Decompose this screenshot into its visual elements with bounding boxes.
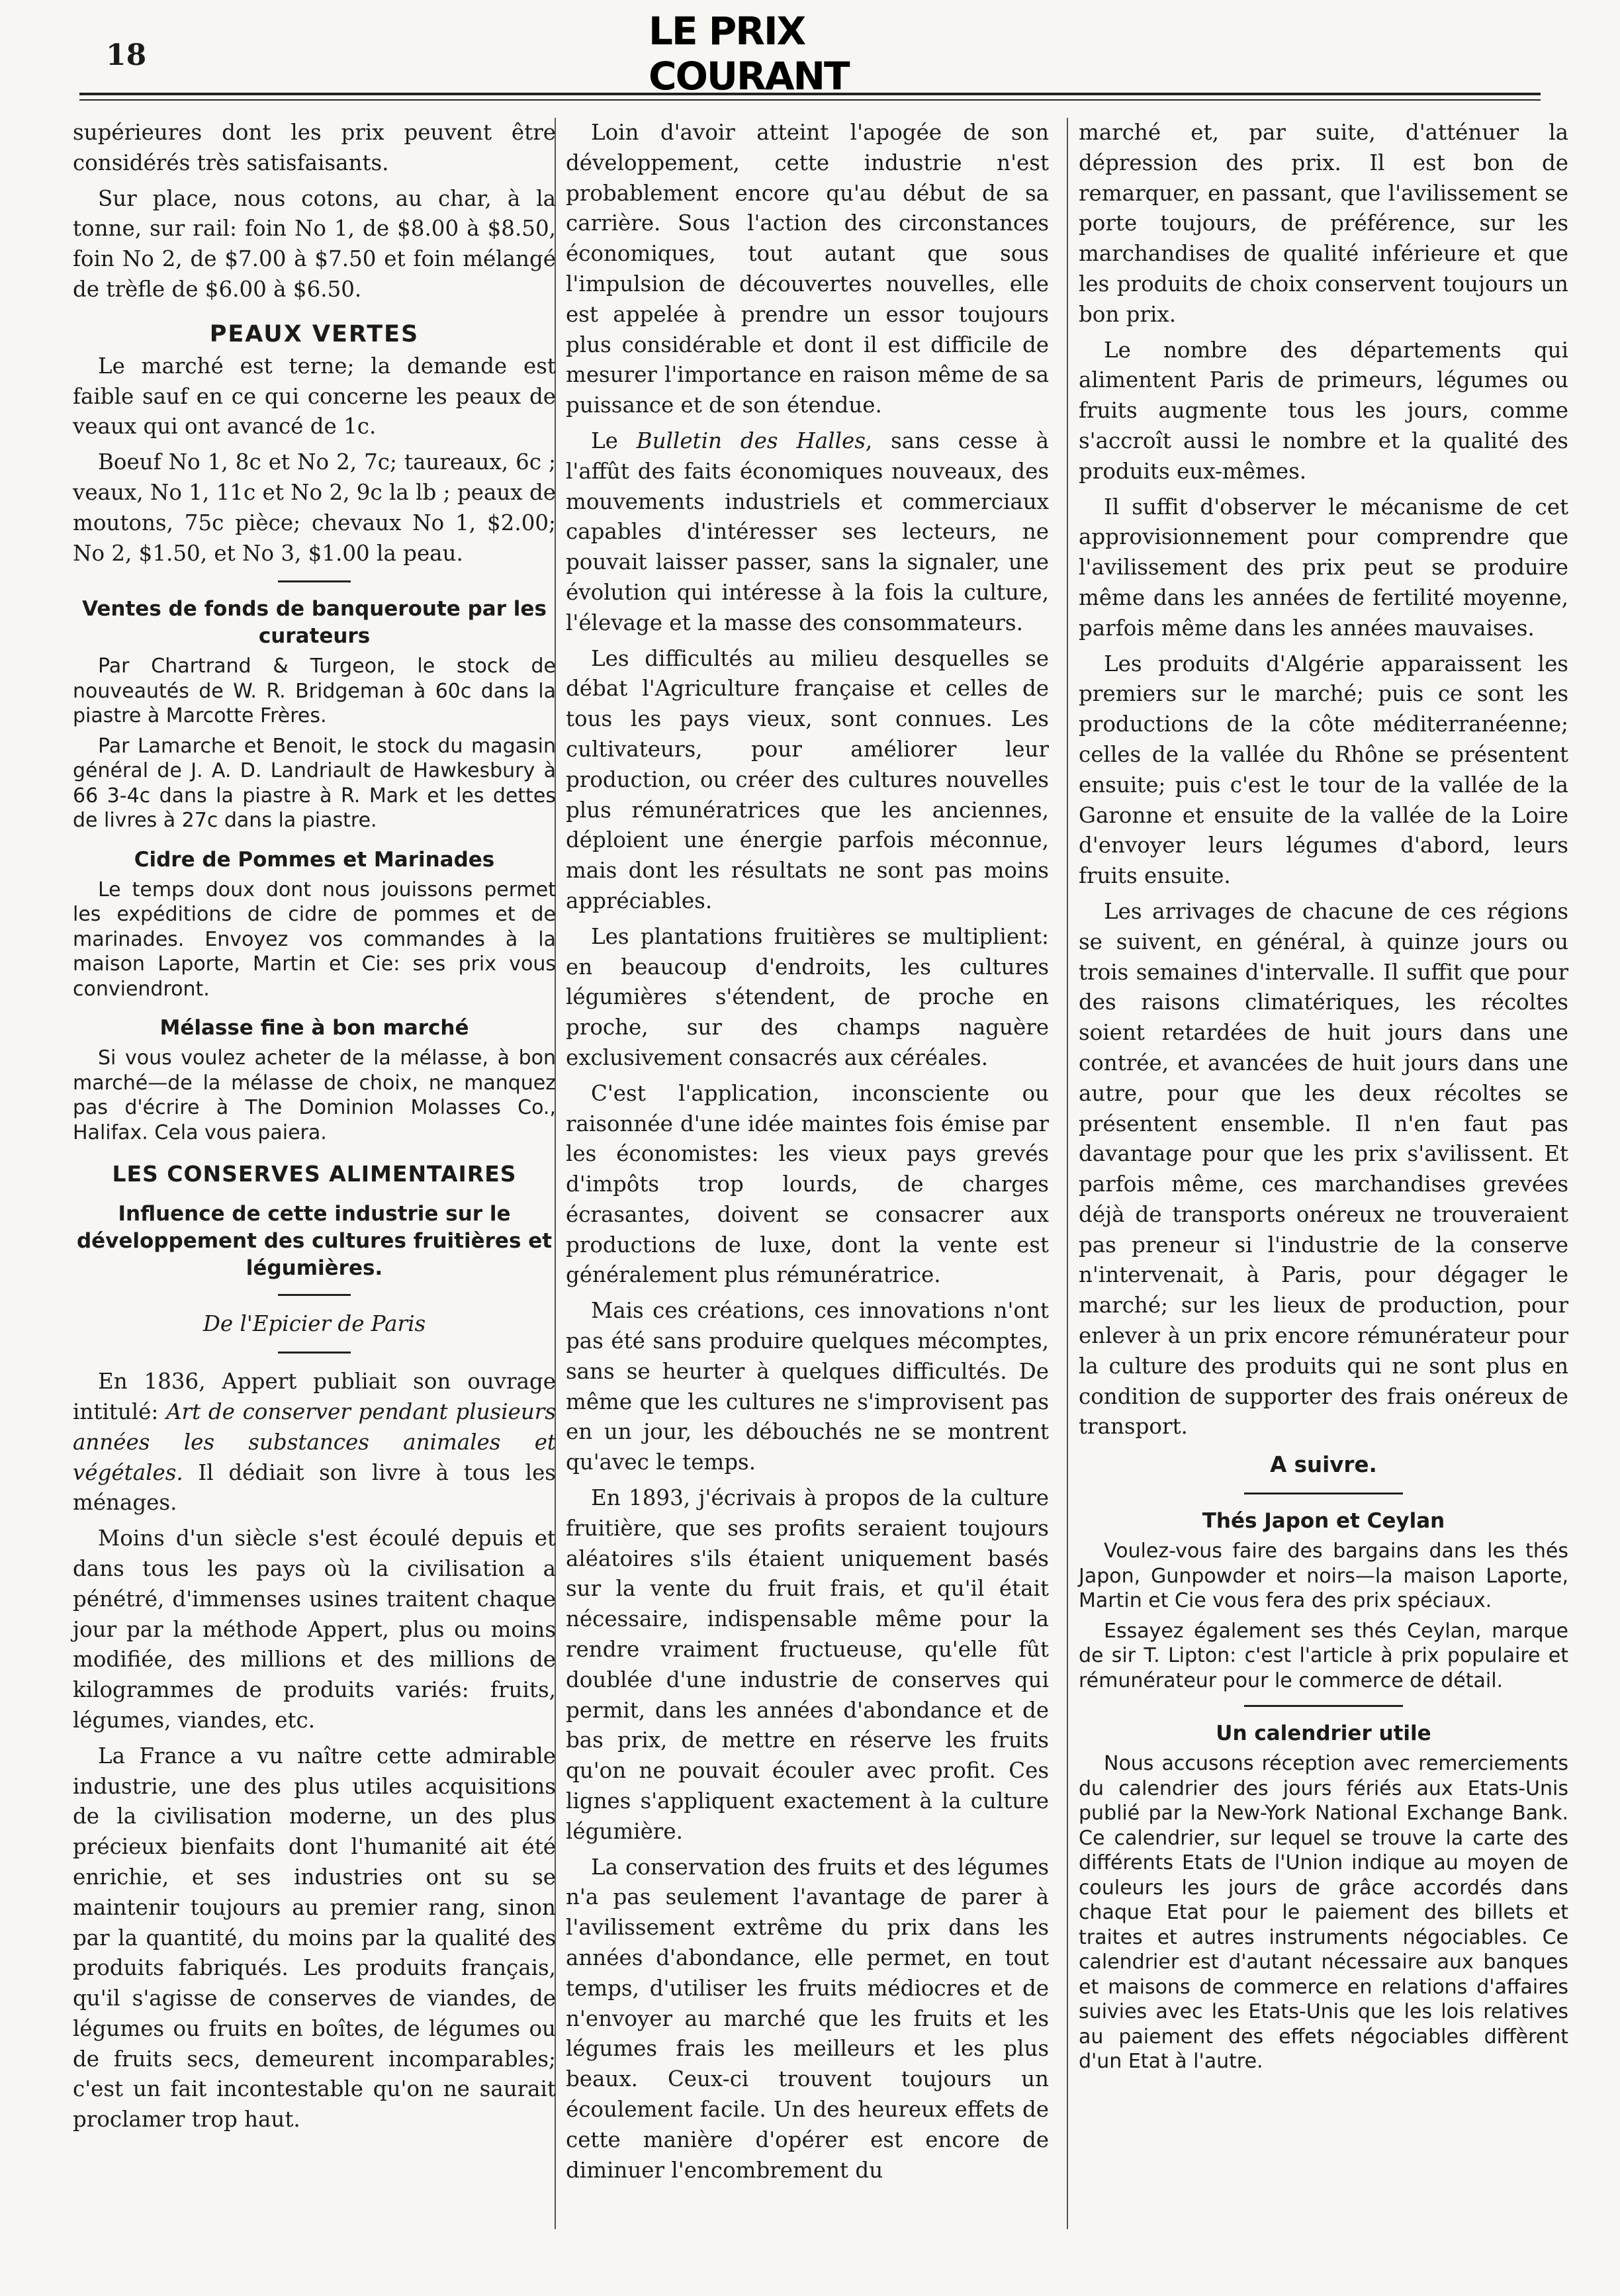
section-heading: Thés Japon et Ceylan (1202, 1509, 1445, 1534)
paragraph: Par Lamarche et Benoit, le stock du magasin général de J. A. D. Landriault de Hawkesbury à 66 3-4c dans la piastre à R. Mark et les dettes de livres à 27c dans la piastre. (73, 734, 556, 833)
masthead-title: LE PRIX COURANT (649, 9, 849, 99)
publication-title: Bulletin des Halles (636, 428, 866, 453)
paragraph: marché et, par suite, d'atténuer la dépression des prix. Il est bon de remarquer, en passant, que l'avilissement se porte toujours, de préférence, sur les marchandises de qualité inférieure et que les produits de choix conservent toujours un bon prix. (1079, 120, 1568, 327)
paragraph: Il suffit d'observer le mécanisme de cet approvisionnement pour comprendre que l'avilissement des prix peut se produire même dans les années de fertilité moyenne, parfois même dans les années mauvaises. (1079, 494, 1568, 641)
separator (1244, 1492, 1403, 1494)
paragraph: Le Bulletin des Halles, sans cesse à l'affût des faits économiques nouveaux, des mouvements industriels et commerciaux capables d'intéresser ses lecteurs, ne pouvait laisser passer, sans la signaler, une évolution qui intéresse à la fois la culture, l'élevage et la masse des consommateurs. (566, 428, 1049, 635)
separator (1244, 1705, 1403, 1707)
to-be-continued: A suivre. (1270, 1452, 1377, 1478)
paragraph: Nous accusons réception avec remerciements du calendrier des jours fériés aux Etats-Unis publié par la New-York National Exchange Bank. Ce calendrier, sur lequel se trouve la carte des différents Etats de l'Union indique au moyen de couleurs les jours de grâce accordés dans chaque Etat pour le paiement des billets et traites et autres instruments négociables. Ce calendrier est d'autant nécessaire aux banques et maisons de commerce en relations d'affaires suivies avec les Etats-Unis que les lois relatives au paiement des effets négociables diffèrent d'un Etat à l'autre. (1079, 1752, 1568, 2074)
paragraph: Si vous voulez acheter de la mélasse, à bon marché—de la mélasse de choix, ne manquez pas d'écrire à The Dominion Molasses Co., Halifax. Cela vous paiera. (73, 1046, 556, 1144)
article-subtitle: Influence de cette industrie sur le développement des cultures fruitières et légumières. (76, 1202, 553, 1281)
paragraph: Par Chartrand & Turgeon, le stock de nouveautés de W. R. Bridgeman à 60c dans la piastre à Marcotte Frères. (73, 655, 556, 728)
paragraph: Moins d'un siècle s'est écoulé depuis et dans tous les pays où la civilisation a pénétré, d'immenses usines traitent chaque jour par la méthode Appert, plus ou moins modifiée, des millions et des millions de kilogrammes de produits variés: fruits, légumes, viandes, etc. (73, 1526, 556, 1733)
article-title: LES CONSERVES ALIMENTAIRES (112, 1161, 517, 1187)
page-number: 18 (106, 38, 147, 72)
column-2 (566, 118, 1049, 2191)
column-1 (73, 118, 556, 2140)
separator (278, 1294, 351, 1296)
separator (278, 1352, 351, 1354)
paragraph: Mais ces créations, ces innovations n'ont pas été sans produire quelques mécomptes, sans se heurter à quelques difficultés. De même que les cultures ne s'improvisent pas en un jour, les débouchés ne se montrent qu'avec le temps. (566, 1298, 1049, 1475)
paragraph: Les difficultés au milieu desquelles se débat l'Agriculture française et celles de tous les pays vieux, sont connues. Les cultivateurs, pour améliorer leur production, ou créer des cultures nouvelles plus rémunératrices que les anciennes, déploient une énergie parfois méconnue, mais dont les résultats ne sont pas moins appréciables. (566, 645, 1049, 913)
paragraph: supérieures dont les prix peuvent être considérés très satisfaisants. (73, 120, 556, 175)
section-heading: Ventes de fonds de banqueroute par les curateurs (82, 597, 547, 649)
paragraph: Les arrivages de chacune de ces régions se suivent, en général, à quinze jours ou trois semaines d'intervalle. Il suffit que pour des raisons climatériques, les récoltes soient retardées de huit jours dans une contrée, et avancées de huit jours dans une autre, pour que les deux récoltes se présentent ensemble. Il n'en faut pas davantage pour que les prix s'avilissent. Et parfois même, ces marchandises grevées déjà de transports onéreux ne trouveraient pas preneur si l'industrie de la conserve n'intervenait, à Paris, pour dégager le marché; sur les lieux de production, pour enlever à un prix encore rémunérateur pour la culture des produits qui ne sont plus en condition de supporter des frais onéreux de transport. (1079, 898, 1568, 1440)
header-rule (79, 93, 1541, 105)
paragraph: Les produits d'Algérie apparaissent les premiers sur le marché; puis ce sont les productions de la côte méditerranéenne; celles de la vallée du Rhône se présentent ensuite; puis c'est le tour de la vallée de la Garonne et ensuite de la vallée de la Loire d'envoyer leurs légumes d'abord, leurs fruits ensuite. (1079, 651, 1568, 889)
paragraph: Loin d'avoir atteint l'apogée de son développement, cette industrie n'est probablement encore qu'au début de sa carrière. Sous l'action des circonstances économiques, tout autant que sous l'impulsion de découvertes nouvelles, elle est appelée à prendre un essor toujours plus considérable et dont il est difficile de mesurer l'importance en raison même de sa puissance et de son étendue. (566, 120, 1049, 418)
byline: De l'Epicier de Paris (202, 1311, 426, 1337)
paragraph: En 1836, Appert publiait son ouvrage intitulé: Art de conserver pendant plusieurs années les substances animales et végétales. Il dédiait son livre à tous les ménages. (73, 1369, 556, 1516)
paragraph: Voulez-vous faire des bargains dans les thés Japon, Gunpowder et noirs—la maison Laporte, Martin et Cie vous fera des prix spéciaux. (1079, 1539, 1568, 1613)
paragraph: Le temps doux dont nous jouissons permet les expéditions de cidre de pommes et de marinades. Envoyez vos commandes à la maison Laporte, Martin et Cie: ses prix vous conviendront. (73, 878, 556, 1001)
column-3 (1079, 118, 1568, 2080)
paragraph: La France a vu naître cette admirable industrie, une des plus utiles acquisitions de la civilisation moderne, un des plus précieux bienfaits dont l'humanité ait été enrichie, et ses industries ont su se maintenir toujours au premier rang, sinon par la quantité, du moins par la qualité des produits fabriqués. Les produits français, qu'il s'agisse de conserves de viandes, de légumes ou fruits en boîtes, de légumes ou de fruits secs, demeurent incomparables; c'est un fait incontestable qu'on ne saurait proclamer trop haut. (73, 1743, 556, 2133)
paragraph: C'est l'application, inconsciente ou raisonnée d'une idée maintes fois émise par les économistes: les vieux pays grevés d'impôts trop lourds, de charges écrasantes, doivent se consacrer aux productions de luxe, dont la vente est généralement plus rémunératrice. (566, 1080, 1049, 1288)
masthead-logo (649, 9, 993, 99)
section-heading: PEAUX VERTES (209, 320, 420, 347)
paragraph: Sur place, nous cotons, au char, à la tonne, sur rail: foin No 1, de $8.00 à $8.50, foin No 2, de $7.00 à $7.50 et foin mélangé de trèfle de $6.00 à $6.50. (73, 185, 556, 302)
paragraph: En 1893, j'écrivais à propos de la culture fruitière, que ses profits seraient toujours aléatoires s'ils étaient uniquement basés sur la vente du fruit frais, et qu'il était nécessaire, indispensable même pour la rendre vraiment fructueuse, qu'elle fût doublée d'une industrie de conserves qui permit, dans les années d'abondance et de bas prix, de mettre en réserve les fruits qu'on ne pouvait écouler avec profit. Ces lignes s'appliquent exactement à la culture légumière. (566, 1485, 1049, 1844)
paragraph: Le marché est terne; la demande est faible sauf en ce qui concerne les peaux de veaux qui ont avancé de 1c. (73, 353, 556, 439)
separator (278, 580, 351, 582)
section-heading: Un calendrier utile (1216, 1722, 1431, 1746)
paragraph: Les plantations fruitières se multiplient: en beaucoup d'endroits, les cultures légumières s'étendent, de proche en proche, sur des champs naguère exclusivement consacrés aux céréales. (566, 923, 1049, 1070)
section-heading: Mélasse fine à bon marché (159, 1016, 469, 1040)
book-title: Art de conserver pendant plusieurs années les substances animales et végétales. (73, 1399, 556, 1485)
paragraph: Boeuf No 1, 8c et No 2, 7c; taureaux, 6c ; veaux, No 1, 11c et No 2, 9c la lb ; peaux de moutons, 75c pièce; chevaux No 1, $2.00; No 2, $1.50, et No 3, $1.00 la peau. (73, 449, 556, 566)
paragraph: Essayez également ses thés Ceylan, marque de sir T. Lipton: c'est l'article à prix populaire et rémunérateur pour le commerce de détail. (1079, 1619, 1568, 1692)
column-divider (1067, 118, 1068, 2229)
paragraph: Le nombre des départements qui alimentent Paris de primeurs, légumes ou fruits augmente tous les jours, comme s'accroît aussi le nombre et la qualité des produits eux-mêmes. (1079, 337, 1568, 484)
section-heading: Cidre de Pommes et Marinades (134, 847, 495, 872)
paragraph: La conservation des fruits et des légumes n'a pas seulement l'avantage de parer à l'avilissement extrême du prix dans les années d'abondance, elle permet, en tout temps, d'utiliser les fruits médiocres et de n'envoyer au marché que les fruits et les légumes frais les meilleurs et les plus beaux. Ceux-ci trouvent toujours un écoulement facile. Un des heureux effets de cette manière d'opérer est encore de diminuer l'encombrement du (566, 1854, 1049, 2183)
